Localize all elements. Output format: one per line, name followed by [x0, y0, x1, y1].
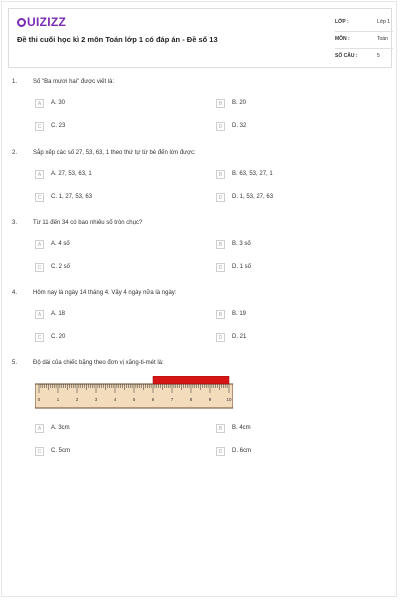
meta-label: SỐ CÂU : — [335, 53, 358, 59]
option-checkbox[interactable]: B — [216, 240, 225, 249]
meta-row-class — [335, 17, 393, 32]
option-text: C. 1, 27, 53, 63 — [51, 194, 93, 200]
option-checkbox[interactable]: A — [35, 170, 44, 179]
ruler-label: 7 — [170, 397, 174, 402]
quizizz-logo — [17, 15, 66, 29]
meta-row-subject — [335, 34, 393, 49]
option-checkbox[interactable]: D — [216, 122, 225, 131]
option-text: A. 4 số — [51, 241, 70, 247]
option-checkbox[interactable]: D — [216, 263, 225, 272]
option-text: A. 27, 53, 63, 1 — [51, 171, 92, 177]
option-checkbox[interactable]: D — [216, 333, 225, 342]
option-text: B. 3 số — [232, 241, 251, 247]
option-text: B. 19 — [232, 311, 247, 317]
ruler-label: 2 — [75, 397, 79, 402]
ruler-svg — [35, 376, 233, 410]
question-number: 3. — [12, 220, 18, 226]
worksheet-title: Đề thi cuối học kì 2 môn Toán lớp 1 có đáp án - Đề số 13 — [17, 35, 218, 44]
question-text: Sắp xếp các số 27, 53, 63, 1 theo thứ tự từ bé đến lớn được: — [33, 150, 196, 156]
option-checkbox[interactable]: D — [216, 447, 225, 456]
logo-q-icon — [17, 18, 26, 27]
meta-value: 5 — [377, 53, 380, 59]
option-checkbox[interactable]: C — [35, 447, 44, 456]
option-checkbox[interactable]: C — [35, 193, 44, 202]
option-checkbox[interactable]: B — [216, 99, 225, 108]
meta-value: Lớp 1 — [377, 19, 391, 25]
ruler-illustration — [35, 376, 233, 410]
option-text: B. 4cm — [232, 425, 251, 431]
ruler-label: 6 — [151, 397, 155, 402]
ruler-label: 3 — [94, 397, 98, 402]
logo-text: UIZIZZ — [27, 15, 67, 29]
option-checkbox[interactable]: A — [35, 99, 44, 108]
option-checkbox[interactable]: B — [216, 310, 225, 319]
ruler-label: 4 — [113, 397, 117, 402]
option-text: B. 63, 53, 27, 1 — [232, 171, 273, 177]
meta-label: MÔN : — [335, 36, 350, 42]
option-text: D. 21 — [232, 334, 247, 340]
option-checkbox[interactable]: A — [35, 240, 44, 249]
option-text: B. 20 — [232, 100, 247, 106]
ruler-label: 0 — [37, 397, 41, 402]
meta-label: LỚP : — [335, 19, 349, 25]
question-number: 1. — [12, 79, 18, 85]
question-text: Hôm nay là ngày 14 tháng 4. Vậy 4 ngày nữa là ngày: — [33, 290, 177, 296]
question-number: 4. — [12, 290, 18, 296]
question-text: Độ dài của chiếc bặng theo đơn vị xăng-ti-mét là: — [33, 360, 164, 366]
meta-value: Toán — [377, 36, 388, 42]
option-checkbox[interactable]: C — [35, 333, 44, 342]
page-border — [1, 1, 397, 597]
option-checkbox[interactable]: A — [35, 310, 44, 319]
ruler-label: 10 — [226, 397, 232, 402]
option-text: C. 20 — [51, 334, 66, 340]
option-text: A. 3cm — [51, 425, 70, 431]
option-checkbox[interactable]: C — [35, 263, 44, 272]
option-text: D. 6cm — [232, 448, 252, 454]
ruler-label: 9 — [208, 397, 212, 402]
ruler-label: 8 — [189, 397, 193, 402]
worksheet-meta — [335, 17, 393, 67]
ruler-label: 1 — [56, 397, 60, 402]
option-text: D. 1, 53, 27, 63 — [232, 194, 274, 200]
option-text: C. 2 số — [51, 264, 71, 270]
option-checkbox[interactable]: C — [35, 122, 44, 131]
option-checkbox[interactable]: A — [35, 424, 44, 433]
option-text: D. 32 — [232, 123, 247, 129]
option-text: A. 18 — [51, 311, 66, 317]
question-number: 5. — [12, 360, 18, 366]
question-number: 2. — [12, 150, 18, 156]
question-text: Từ 11 đến 34 có bao nhiêu số tròn chục? — [33, 220, 143, 226]
ruler-label: 5 — [132, 397, 136, 402]
meta-row-count — [335, 51, 393, 65]
option-text: A. 30 — [51, 100, 66, 106]
option-checkbox[interactable]: B — [216, 424, 225, 433]
option-checkbox[interactable]: D — [216, 193, 225, 202]
option-text: C. 5cm — [51, 448, 71, 454]
option-checkbox[interactable]: B — [216, 170, 225, 179]
red-strip — [153, 376, 229, 384]
option-text: D. 1 số — [232, 264, 252, 270]
question-text: Số "Ba mươi hai" được viết là: — [33, 79, 115, 85]
option-text: C. 23 — [51, 123, 66, 129]
worksheet-header — [8, 8, 392, 68]
